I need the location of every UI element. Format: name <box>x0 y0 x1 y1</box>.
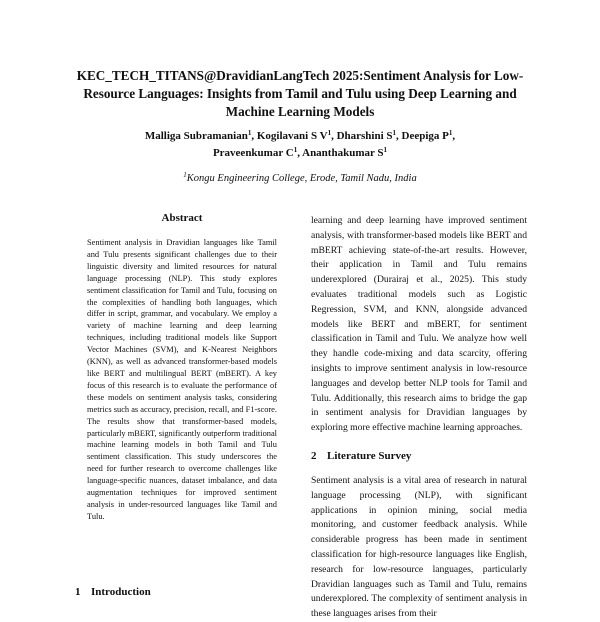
section-heading-literature-survey <box>311 450 527 462</box>
section-number: 1 <box>75 586 81 598</box>
section-title: Introduction <box>91 586 151 598</box>
author-affiliation-mark: 1 <box>293 146 298 154</box>
abstract-heading: Abstract <box>161 212 203 224</box>
literature-survey-paragraph: Sentiment analysis is a vital area of research in natural language processing (NLP), with significant applications in opinion mining, social media monitoring, and customer feedback analysis. While considerable progress has been made in sentiment classification for high-resource languages like English, research for low-resource languages, particularly Dravidian languages such as Tamil and Tulu, remains underexplored. The complexity of sentiment analysis in these languages arises from their <box>311 474 527 620</box>
abstract-body: Sentiment analysis in Dravidian languages like Tamil and Tulu presents significant challenges due to their linguistic diversity and limited resources for natural language processing (NLP). This study explores sentiment classification for Tamil and Tulu, focusing on the complexities of handling both languages, which differ in script, grammar, and vocabulary. We employ a variety of machine learning and deep learning techniques, including traditional models like Support Vector Machines (SVM), and K-Nearest Neighbors (KNN), as well as advanced transformer-based models like BERT and multilingual BERT (mBERT). A key focus of this research is to evaluate the performance of these models on sentiment analysis tasks, considering metrics such as accuracy, precision, recall, and F1-score. The results show that transformer-based models, particularly mBERT, significantly outperform traditional machine learning models in both Tamil and Tulu sentiment classification. This study underscores the need for further research to overcome challenges like language-specific nuances, dataset imbalance, and data augmentation techniques for improved sentiment analysis in under-resourced languages like Tamil and Tulu. <box>87 238 277 521</box>
author-affiliation-mark: 1 <box>247 129 252 137</box>
author-name: Ananthakumar S <box>302 147 384 159</box>
section-title: Literature Survey <box>327 449 412 462</box>
author <box>402 130 456 142</box>
author-affiliation-mark: 1 <box>448 129 453 137</box>
author-list <box>60 128 540 162</box>
author-separator: , <box>331 130 337 142</box>
author-separator: , <box>452 130 456 142</box>
author-name: Dharshini S <box>336 130 393 142</box>
author-separator: , <box>251 130 257 142</box>
author-affiliation-mark: 1 <box>383 146 388 154</box>
right-column <box>311 214 527 620</box>
author-affiliation-mark: 1 <box>392 129 397 137</box>
author <box>302 147 387 159</box>
author <box>213 147 302 159</box>
section-heading-introduction <box>75 586 151 598</box>
section-number: 2 <box>311 449 317 462</box>
affiliation-mark: 1 <box>183 171 187 179</box>
author-name: Praveenkumar C <box>212 147 294 159</box>
author <box>337 130 402 142</box>
author-separator: , <box>396 130 402 142</box>
author-name: Malliga Subramanian <box>144 130 248 142</box>
introduction-continued-paragraph: learning and deep learning have improved sentiment analysis, with transformer-based models like BERT and mBERT achieving state-of-the-art results. However, their application in Tamil and Tulu remains underexplored (Durairaj et al., 2025). This study evaluates traditional models such as Logistic Regression, SVM, and KNN, alongside advanced models like BERT and mBERT, for sentiment classification in Tamil and Tulu. We analyze how well they handle code-mixing and data scarcity, offering insights to improve sentiment analysis in low-resource languages and develop better NLP tools for Tamil and Tulu. Additionally, this research aims to bridge the gap in sentiment analysis for Dravidian languages by exploring more effective machine learning approaches. <box>311 215 527 434</box>
paper-title: KEC_TECH_TITANS@DravidianLangTech 2025:Sentiment Analysis for Low-Resource Languages: Insights from Tamil and Tulu using Deep Learning and Machine Learning Models <box>76 68 524 119</box>
author <box>257 130 337 142</box>
affiliation <box>60 172 540 186</box>
author-affiliation-mark: 1 <box>327 129 332 137</box>
author <box>145 130 257 142</box>
author-name: Deepiga P <box>401 130 449 142</box>
author-name: Kogilavani S V <box>256 130 328 142</box>
author-separator: , <box>297 147 303 159</box>
affiliation-text: Kongu Engineering College, Erode, Tamil Nadu, India <box>186 173 417 184</box>
